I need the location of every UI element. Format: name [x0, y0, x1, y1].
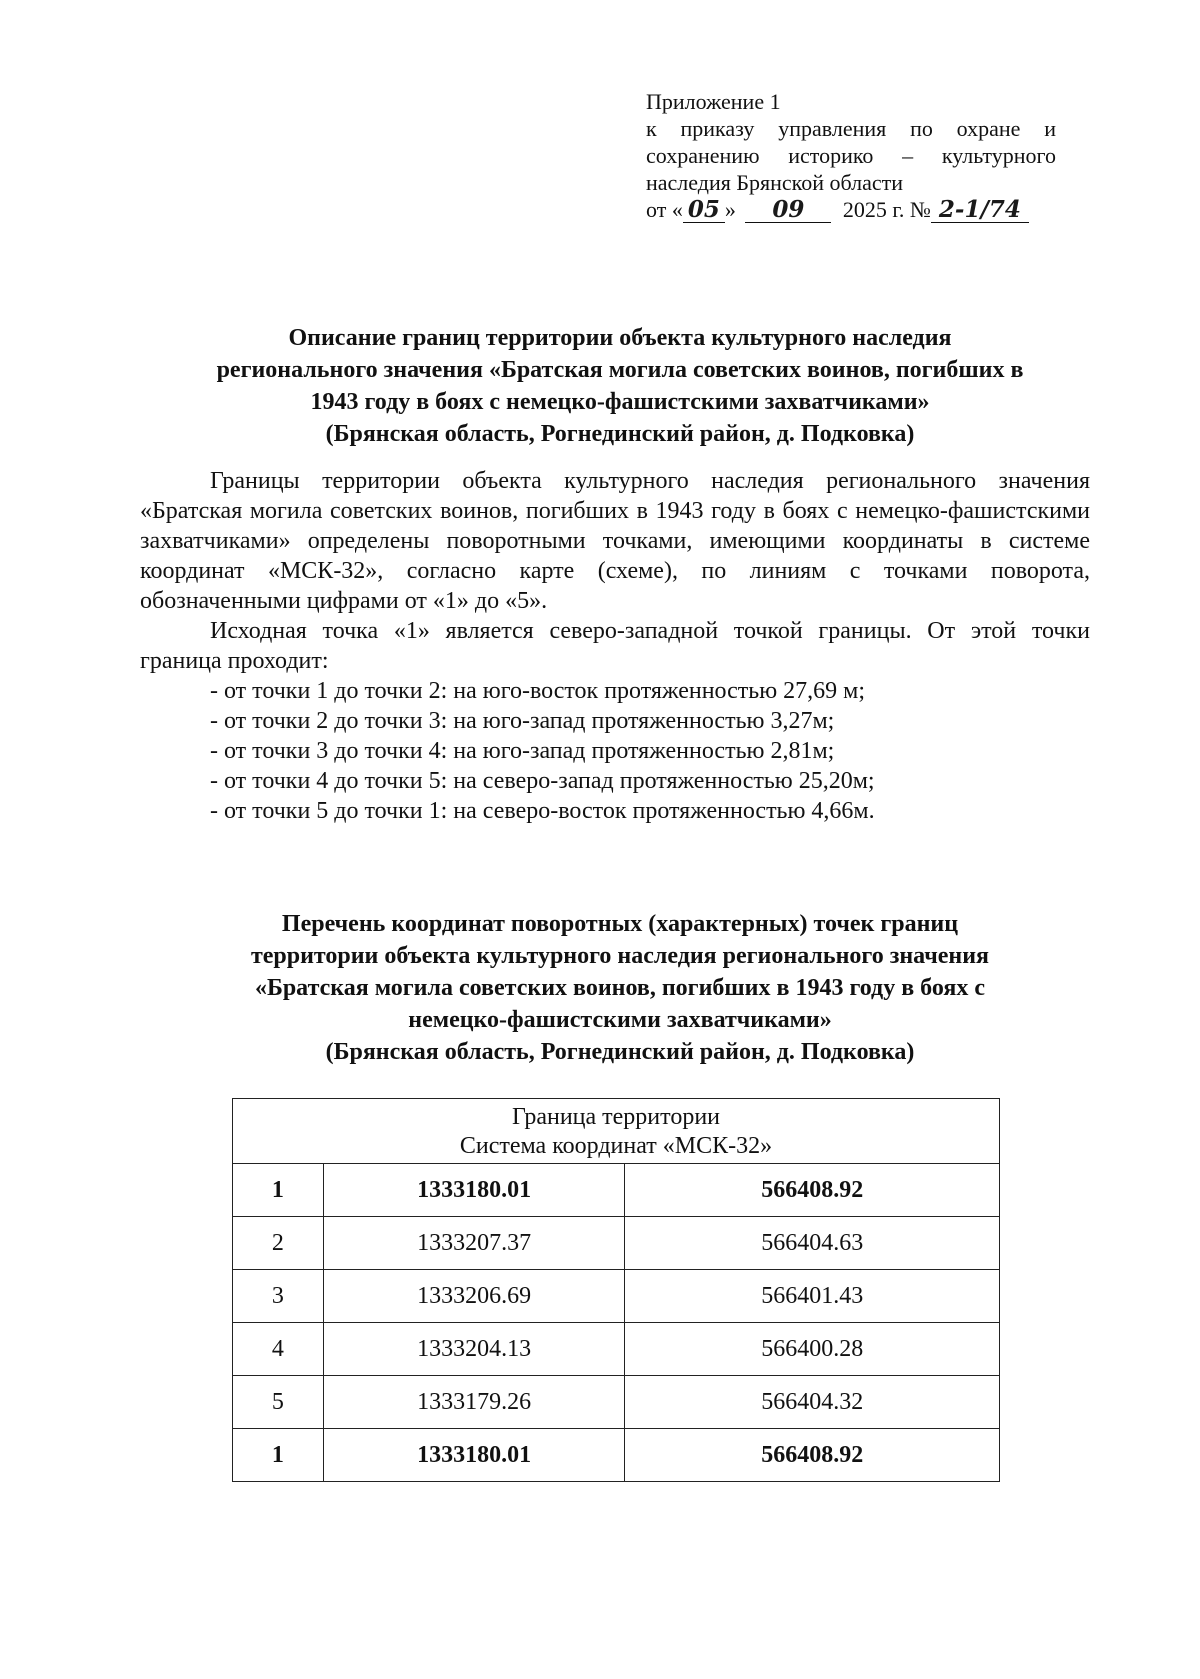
description-title-line: Описание границ территории объекта культурного наследия [288, 325, 952, 351]
point-number: 1 [233, 1429, 324, 1482]
annex-line-1: к приказу управления по охране и [646, 116, 1056, 141]
annex-number: 2-1/74 [931, 198, 1029, 223]
coord-y: 566400.28 [625, 1323, 1000, 1376]
point-number: 1 [233, 1164, 324, 1217]
coordinates-title [120, 908, 1120, 1068]
coord-x: 1333180.01 [323, 1164, 625, 1217]
coordinates-title-line: немецко-фашистскими захватчиками» [408, 1007, 832, 1033]
coord-y: 566404.32 [625, 1376, 1000, 1429]
table-header-row [233, 1099, 1000, 1164]
coordinates-title-line: «Братская могила советских воинов, погибших в 1943 году в боях с [254, 975, 986, 1001]
table-header-system: Система координат «МСК-32» [459, 1133, 773, 1159]
coordinates-title-line: территории объекта культурного наследия регионального значения [250, 943, 990, 969]
point-number: 3 [233, 1270, 324, 1323]
segment-item: - от точки 4 до точки 5: на северо-запад протяженностью 25,20м; [210, 768, 875, 794]
annex-day-close: » [724, 197, 736, 222]
paragraph-boundaries: Границы территории объекта культурного наследия регионального значения «Братская могила советских воинов, погибших в 1943 году в боях с немецко-фашистскими захватчиками» определены поворотными точками, имеющими координаты в системе координат «МСК-32», согласно карте (схеме), по линиям с точками поворота, обозначенными цифрами от «1» до «5». [140, 468, 1090, 614]
annex-date-line [646, 196, 1056, 223]
description-title-line: (Брянская область, Рогнединский район, д. Подковка) [325, 421, 915, 447]
table-header [233, 1099, 1000, 1164]
annex-day: 05 [683, 198, 725, 223]
annex-line-3: наследия Брянской области [646, 170, 904, 195]
segment-item: - от точки 1 до точки 2: на юго-восток протяженностью 27,69 м; [210, 678, 866, 704]
coord-y: 566401.43 [625, 1270, 1000, 1323]
description-title [120, 322, 1120, 450]
annex-year: 2025 г. № [842, 197, 931, 222]
table-row [233, 1270, 1000, 1323]
point-number: 4 [233, 1323, 324, 1376]
description-body [140, 466, 1090, 826]
coordinates-title-line: Перечень координат поворотных (характерных) точек границ [281, 911, 959, 937]
coord-x: 1333204.13 [323, 1323, 625, 1376]
segment-item: - от точки 2 до точки 3: на юго-запад протяженностью 3,27м; [210, 708, 835, 734]
table-row [233, 1429, 1000, 1482]
paragraph-origin-point: Исходная точка «1» является северо-западной точкой границы. От этой точки граница проходит: [140, 618, 1090, 674]
description-title-line: 1943 году в боях с немецко-фашистскими захватчиками» [310, 389, 930, 415]
coord-x: 1333207.37 [323, 1217, 625, 1270]
coord-y: 566408.92 [625, 1164, 1000, 1217]
point-number: 2 [233, 1217, 324, 1270]
annex-block [646, 88, 1056, 223]
table-row [233, 1323, 1000, 1376]
point-number: 5 [233, 1376, 324, 1429]
annex-title: Приложение 1 [646, 89, 781, 114]
annex-line-2: сохранению историко – культурного [646, 143, 1056, 168]
table-header-title: Граница территории [511, 1104, 721, 1130]
segment-item: - от точки 5 до точки 1: на северо-восток протяженностью 4,66м. [210, 798, 875, 824]
annex-month: 09 [745, 198, 831, 223]
table-row [233, 1217, 1000, 1270]
coord-x: 1333206.69 [323, 1270, 625, 1323]
coord-y: 566404.63 [625, 1217, 1000, 1270]
coordinates-table [232, 1098, 1000, 1482]
coord-x: 1333180.01 [323, 1429, 625, 1482]
table-row [233, 1376, 1000, 1429]
coord-y: 566408.92 [625, 1429, 1000, 1482]
table-row [233, 1164, 1000, 1217]
description-title-line: регионального значения «Братская могила советских воинов, погибших в [216, 357, 1024, 383]
coordinates-title-line: (Брянская область, Рогнединский район, д. Подковка) [325, 1039, 915, 1065]
coord-x: 1333179.26 [323, 1376, 625, 1429]
annex-date-prefix: от « [646, 197, 683, 222]
segment-item: - от точки 3 до точки 4: на юго-запад протяженностью 2,81м; [210, 738, 835, 764]
